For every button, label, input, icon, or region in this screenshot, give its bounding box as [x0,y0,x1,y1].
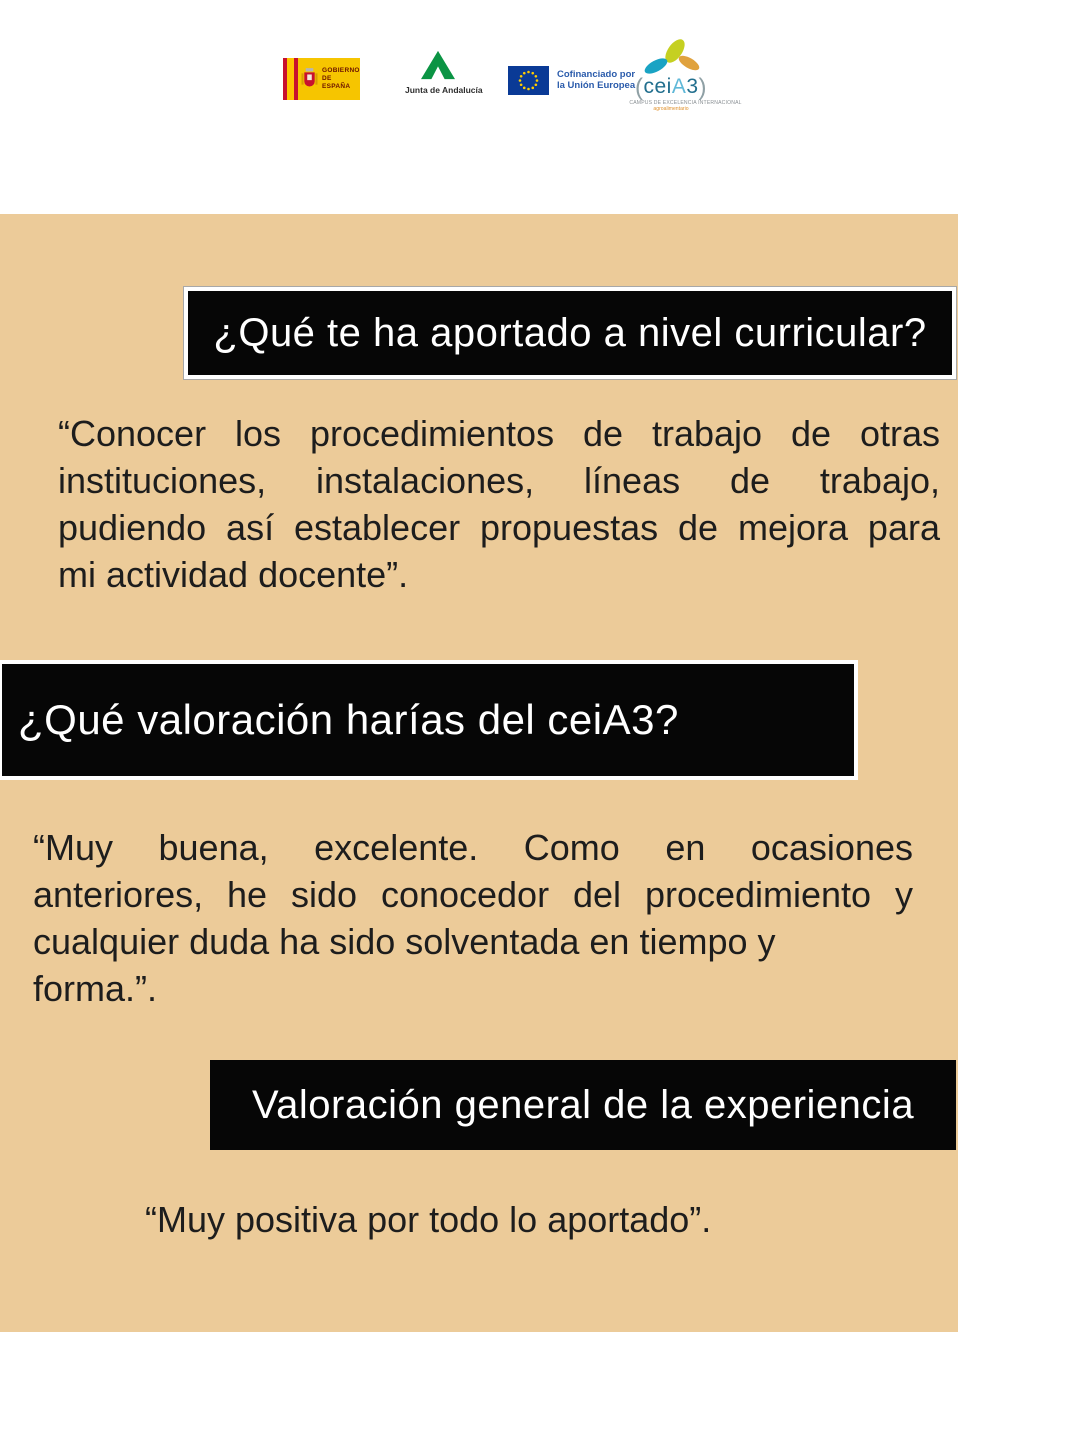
section-title-curricular-text: ¿Qué te ha aportado a nivel curricular? [213,310,927,355]
quote-curricular [58,410,940,598]
quote-valoracion-ceia3 [33,824,913,1012]
ceia3-tagline-agro: agroalimentario [653,106,689,112]
quote-valoracion-general [145,1196,845,1243]
section-title-valoracion-general-text: Valoración general de la experiencia [251,1082,915,1127]
junta-andalucia-logo [405,50,483,106]
section-title-valoracion-general [210,1060,956,1150]
quote-line: anteriores, he sido conocedor del procedimiento y [33,874,913,915]
spain-coat-of-arms-icon [301,66,318,92]
eu-logo-label: Cofinanciado por la Unión Europea [557,68,636,91]
quote-line: “Conocer los procedimientos de trabajo de otras [58,413,940,454]
quote-line: mi actividad docente”. [58,554,409,595]
spain-government-logo [283,58,360,100]
quote-line: pudiendo así establecer propuestas de mejora para [58,507,940,548]
junta-logo-label: Junta de Andalucía [405,85,483,95]
spain-flag-icon [283,58,298,100]
ceia3-logo [622,36,742,118]
ceia3-leaves-icon [639,36,703,76]
eu-cofinanced-logo [508,64,636,96]
quote-line: cualquier duda ha sido solventada en tiempo y [33,921,776,962]
header-logo-row [0,0,1080,130]
section-title-curricular [184,287,956,379]
section-title-valoracion-ceia3 [0,660,858,780]
eu-flag-icon [508,66,549,95]
junta-a-icon [421,50,455,80]
section-title-valoracion-ceia3-text: ¿Qué valoración harías del ceiA3? [18,696,679,743]
quote-line: instituciones, instalaciones, líneas de trabajo, [58,460,940,501]
quote-line: “Muy positiva por todo lo aportado”. [145,1199,712,1240]
spain-logo-label: GOBIERNO DE ESPAÑA [322,67,360,90]
ceia3-wordmark: (ceiA3) [634,74,708,101]
quote-line: “Muy buena, excelente. Como en ocasiones [33,827,913,868]
quote-line: forma.”. [33,968,158,1009]
ceia3-tagline: CAMPUS DE EXCELENCIA INTERNACIONAL [629,100,742,106]
